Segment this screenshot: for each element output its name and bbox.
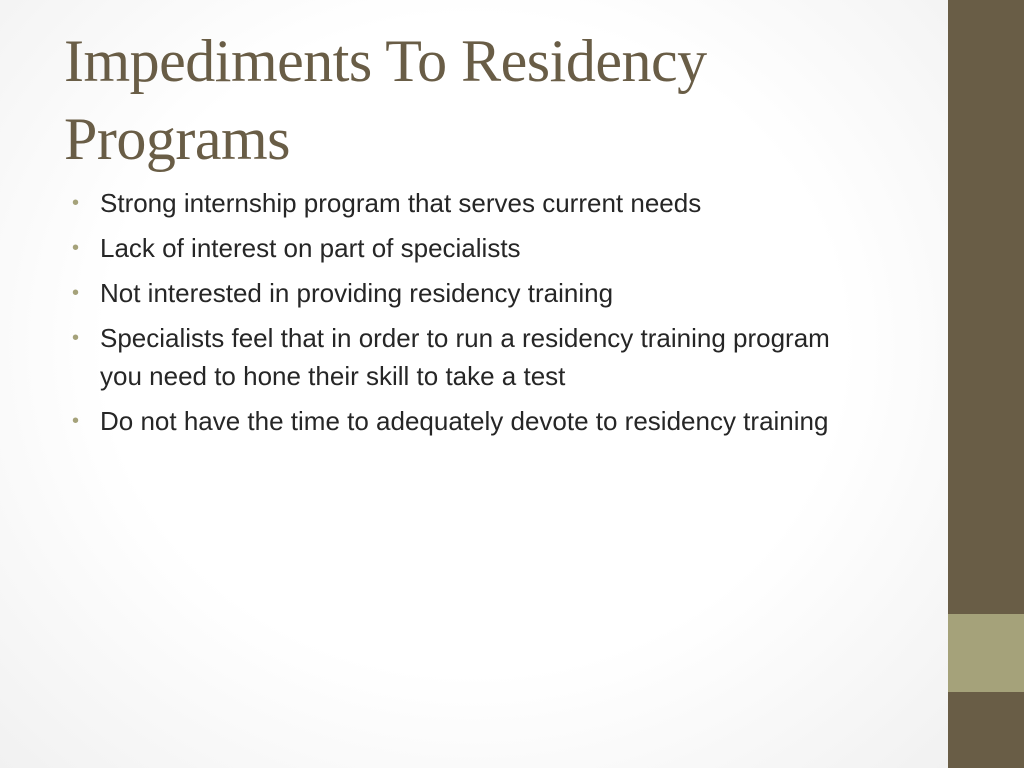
list-item	[72, 319, 832, 395]
list-item	[72, 274, 832, 312]
list-item	[72, 229, 832, 267]
list-item	[72, 402, 832, 440]
bullet-text: Do not have the time to adequately devote to residency training	[100, 406, 829, 436]
list-item	[72, 184, 832, 222]
bullet-dot-icon: •	[72, 192, 80, 214]
bullet-text: Not interested in providing residency training	[100, 278, 614, 308]
bullet-text: Strong internship program that serves current needs	[100, 188, 702, 218]
bullet-dot-icon: •	[72, 282, 80, 304]
bullet-text: Specialists feel that in order to run a residency training program you need to hone their skill to take a test	[100, 323, 830, 391]
bullet-text: Lack of interest on part of specialists	[100, 233, 521, 263]
slide-title: Impediments To Residency Programs	[64, 28, 707, 172]
bullet-dot-icon: •	[72, 410, 80, 432]
decorative-sidebar-accent	[948, 614, 1024, 692]
bullet-dot-icon: •	[72, 237, 80, 259]
bullet-dot-icon: •	[72, 327, 80, 349]
bullet-list	[72, 184, 832, 447]
